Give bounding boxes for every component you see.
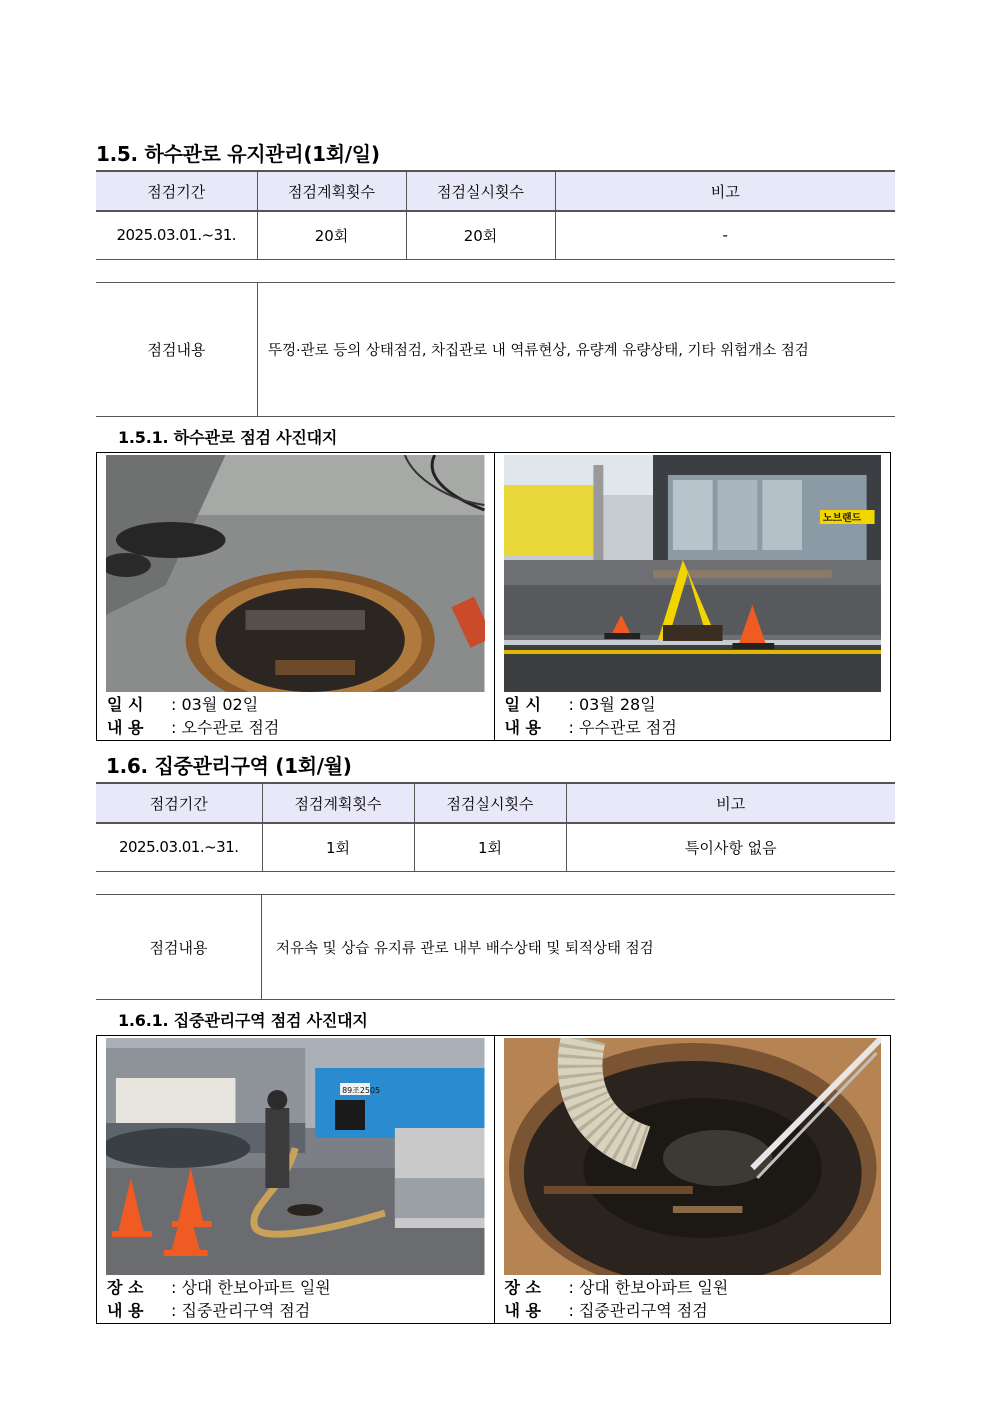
header-period: 점검기간	[96, 171, 257, 211]
section-15-photo-grid	[96, 452, 891, 741]
caption-label: 내 용	[504, 1301, 541, 1320]
caption-value: : 03월 02일	[171, 695, 259, 714]
cell-remark: 특이사항 없음	[566, 823, 895, 871]
cell-planned: 1회	[262, 823, 414, 871]
cell-actual: 1회	[414, 823, 566, 871]
section-161-title: 1.6.1. 집중관리구역 점검 사진대지	[118, 1011, 368, 1030]
photo-cell	[97, 453, 494, 740]
photo-caption-place	[505, 1277, 729, 1299]
photo-cell	[494, 453, 891, 740]
caption-value: : 상대 한보아파트 일원	[171, 1278, 331, 1297]
cell-planned: 20회	[257, 211, 406, 259]
caption-value: : 오수관로 점검	[171, 718, 280, 737]
caption-label: 내 용	[107, 718, 144, 737]
store-sign-text: 노브랜드	[822, 512, 861, 525]
content-value: 뚜껑·관로 등의 상태점검, 차집관로 내 역류현상, 유량계 유량상태, 기타 위험개소 점검	[268, 343, 809, 359]
section-16-photo-grid	[96, 1035, 891, 1324]
section-16-title: 1.6. 집중관리구역 (1회/월)	[106, 754, 352, 778]
header-remark: 비고	[566, 783, 895, 823]
photo-cell	[97, 1036, 494, 1323]
photo-caption-place	[107, 1277, 331, 1299]
section-15-title: 1.5. 하수관로 유지관리(1회/일)	[96, 142, 380, 166]
content-label: 점검내용	[96, 895, 262, 999]
photo-caption-date	[107, 694, 258, 716]
caption-label: 내 용	[504, 718, 541, 737]
caption-value: : 상대 한보아파트 일원	[568, 1278, 729, 1297]
caption-value: : 03월 28일	[568, 695, 656, 714]
section-15-summary-table	[96, 170, 895, 260]
caption-label: 일 시	[107, 695, 144, 714]
street-cones-photo	[504, 455, 882, 692]
manhole-interior-photo	[504, 1038, 882, 1275]
photo-cell	[494, 1036, 891, 1323]
photo-caption-content	[505, 1300, 708, 1322]
cell-period: 2025.03.01.~31.	[96, 211, 257, 259]
caption-label: 일 시	[504, 695, 541, 714]
photo-caption-content	[107, 717, 279, 739]
truck-plate-text: 89조2505	[342, 1085, 381, 1096]
cell-actual: 20회	[406, 211, 555, 259]
manhole-open-photo	[106, 455, 485, 692]
header-actual: 점검실시횟수	[406, 171, 555, 211]
vacuum-truck-photo	[106, 1038, 485, 1275]
cell-remark: -	[555, 211, 895, 259]
caption-label: 내 용	[107, 1301, 144, 1320]
caption-value: : 집중관리구역 점검	[568, 1301, 708, 1320]
caption-value: : 집중관리구역 점검	[171, 1301, 311, 1320]
header-period: 점검기간	[96, 783, 262, 823]
header-actual: 점검실시횟수	[414, 783, 566, 823]
photo-caption-content	[505, 717, 677, 739]
photo-caption-content	[107, 1300, 310, 1322]
caption-label: 장 소	[107, 1278, 144, 1297]
section-151-title: 1.5.1. 하수관로 점검 사진대지	[118, 428, 338, 447]
header-planned: 점검계획횟수	[257, 171, 406, 211]
section-16-summary-table	[96, 782, 895, 872]
content-label: 점검내용	[96, 283, 258, 416]
caption-label: 장 소	[504, 1278, 541, 1297]
cell-period: 2025.03.01.~31.	[96, 823, 262, 871]
section-15-content-box	[96, 282, 895, 417]
content-value: 저유속 및 상습 유지류 관로 내부 배수상태 및 퇴적상태 점검	[276, 940, 654, 957]
section-16-content-box	[96, 894, 895, 1000]
header-planned: 점검계획횟수	[262, 783, 414, 823]
photo-caption-date	[505, 694, 656, 716]
header-remark: 비고	[555, 171, 895, 211]
caption-value: : 우수관로 점검	[568, 718, 677, 737]
